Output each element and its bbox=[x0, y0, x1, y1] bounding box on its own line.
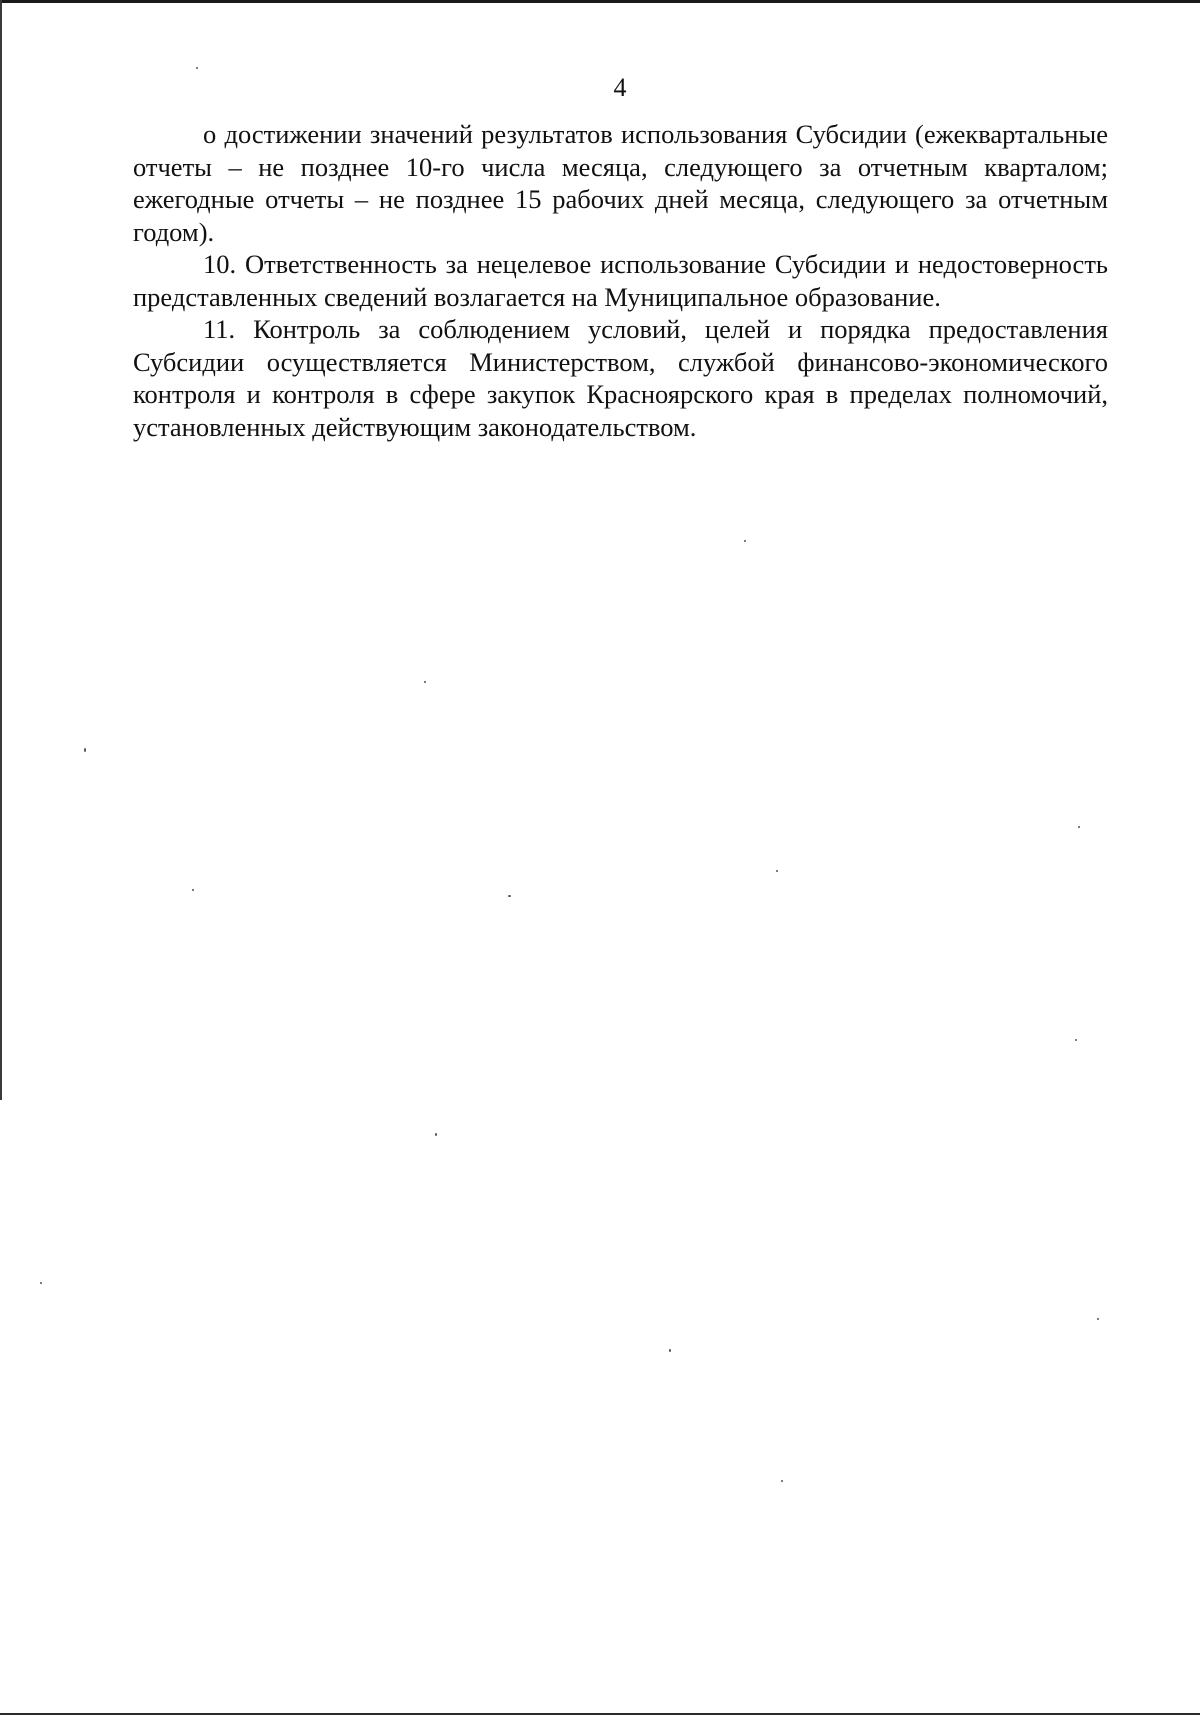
scan-speck bbox=[744, 540, 746, 542]
paragraph-responsibility: 10. Ответственность за нецелевое использование Субсидии и недостоверность представленных сведений возлагается на Муниципальное образование. bbox=[133, 249, 1108, 312]
scan-border-top bbox=[0, 0, 1200, 3]
page-number: 4 bbox=[613, 73, 627, 102]
scan-speck bbox=[1075, 1039, 1077, 1041]
scan-speck bbox=[669, 1349, 671, 1352]
scan-speck bbox=[776, 870, 778, 872]
scan-border-bottom bbox=[0, 1713, 1200, 1715]
scan-speck bbox=[1078, 826, 1080, 828]
paragraph-control: 11. Контроль за соблюдением условий, целей и порядка предоставления Субсидии осуществляется Министерством, службой финансово-экономического контроля и контроля в сфере закупок Красноярского края в пределах полномочий, установленных действующим законодательством. bbox=[133, 314, 1108, 442]
scan-speck bbox=[40, 1282, 42, 1284]
scan-speck bbox=[1097, 1318, 1099, 1320]
scan-speck bbox=[424, 681, 426, 683]
scan-border-left bbox=[0, 0, 2, 1100]
scan-speck bbox=[84, 748, 86, 752]
document-body bbox=[133, 118, 1108, 443]
scan-speck bbox=[196, 67, 198, 69]
scan-speck bbox=[781, 1480, 783, 1482]
scan-speck bbox=[192, 889, 194, 891]
scan-speck bbox=[508, 895, 511, 897]
paragraph-reporting: о достижении значений результатов использования Субсидии (ежеквартальные отчеты – не позднее 10-го числа месяца, следующего за отчетным кварталом; ежегодные отчеты – не позднее 15 рабочих дней месяца, следующего за отчетным годом). bbox=[133, 119, 1108, 247]
scan-speck bbox=[435, 1133, 437, 1136]
